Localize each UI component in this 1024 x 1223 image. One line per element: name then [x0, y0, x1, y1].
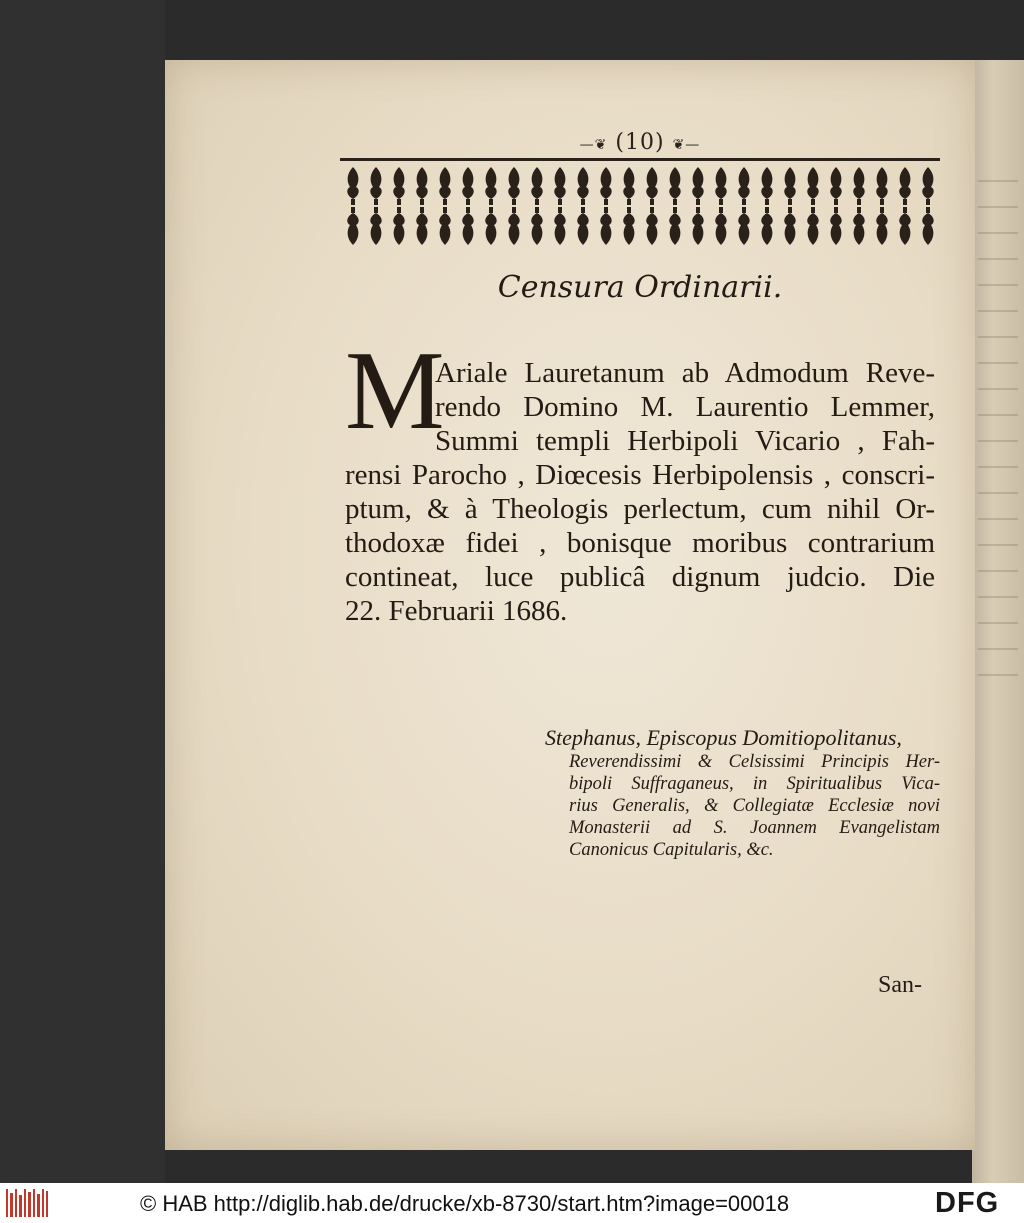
fleuron-icon [508, 167, 519, 205]
fleuron-icon [738, 207, 749, 245]
drop-cap: M [345, 329, 445, 453]
fleuron-icon [623, 167, 634, 205]
fleuron-icon [807, 207, 818, 245]
fleuron-icon [715, 167, 726, 205]
signature-line: Canonicus Capitularis, &c. [569, 840, 774, 860]
fleuron-icon [485, 167, 496, 205]
fleuron-icon [439, 207, 450, 245]
signature-block [545, 725, 940, 861]
fleuron-icon [853, 167, 864, 205]
fleuron-icon [807, 167, 818, 205]
fleuron-icon [462, 167, 473, 205]
fleuron-icon [531, 167, 542, 205]
fleuron-icon [876, 207, 887, 245]
fleuron-icon [761, 207, 772, 245]
fleuron-icon [853, 207, 864, 245]
fleuron-icon [577, 167, 588, 205]
fleuron-icon [876, 167, 887, 205]
fleuron-icon [899, 167, 910, 205]
body-line: Summi templi Herbipoli Vicario , Fah- [435, 425, 935, 457]
fleuron-icon [646, 167, 657, 205]
dfg-logo: DFG [935, 1187, 1000, 1219]
ornament-right-icon: ❦— [672, 137, 701, 153]
body-line: rendo Domino M. Laurentio Lemmer, [435, 391, 935, 423]
fleuron-border-icon [340, 161, 940, 251]
fleuron-icon [738, 167, 749, 205]
fleuron-icon [508, 207, 519, 245]
signature-line: Monasterii ad S. Joannem Evangelistam [569, 818, 940, 838]
fleuron-icon [784, 207, 795, 245]
page-number-text: (10) [615, 130, 665, 155]
fleuron-icon [347, 207, 358, 245]
fleuron-icon [692, 167, 703, 205]
fleuron-icon [416, 207, 427, 245]
signature-line: bipoli Suffraganeus, in Spiritualibus Vica- [569, 774, 940, 794]
fleuron-icon [416, 167, 427, 205]
fleuron-icon [922, 207, 933, 245]
fleuron-icon [669, 207, 680, 245]
signature-line: Reverendissimi & Celsissimi Principis Her- [569, 752, 940, 772]
fleuron-icon [830, 207, 841, 245]
fleuron-icon [577, 207, 588, 245]
ornament-left-icon: —❦ [579, 137, 608, 153]
fleuron-icon [646, 207, 657, 245]
header-ornament-band [340, 158, 940, 253]
next-page-edge [972, 60, 1024, 1183]
body-line: thodoxæ fidei , bonisque moribus contrarium [345, 527, 935, 559]
fleuron-icon [899, 207, 910, 245]
fleuron-icon [462, 207, 473, 245]
signature-line: rius Generalis, & Collegiatæ Ecclesiæ novi [569, 796, 940, 816]
book-page [165, 60, 975, 1150]
fleuron-icon [922, 167, 933, 205]
fleuron-icon [531, 207, 542, 245]
next-page-bleed [978, 180, 1018, 700]
fleuron-icon [784, 167, 795, 205]
fleuron-icon [347, 167, 358, 205]
fleuron-icon [761, 167, 772, 205]
fleuron-icon [715, 207, 726, 245]
fleuron-icon [623, 207, 634, 245]
body-line: rensi Parocho , Diœcesis Herbipolensis , conscri- [345, 459, 935, 491]
fleuron-icon [393, 167, 404, 205]
fleuron-icon [554, 207, 565, 245]
fleuron-icon [370, 207, 381, 245]
signatory-name: Stephanus, Episcopus Domitiopolitanus, [545, 725, 902, 750]
copyright-link[interactable]: © HAB http://diglib.hab.de/drucke/xb-8730/start.htm?image=00018 [140, 1191, 790, 1216]
fleuron-icon [600, 167, 611, 205]
fleuron-icon [554, 167, 565, 205]
body-line: 22. Februarii 1686. [345, 595, 568, 627]
section-title: Censura Ordinarii. [497, 270, 783, 305]
catchword: San- [878, 972, 922, 998]
body-line: ptum, & à Theologis perlectum, cum nihil Or- [345, 493, 935, 525]
fleuron-icon [600, 207, 611, 245]
fleuron-icon [830, 167, 841, 205]
fleuron-icon [669, 167, 680, 205]
page-number [560, 130, 720, 155]
footer-bar [0, 1183, 1024, 1223]
body-line: Ariale Lauretanum ab Admodum Reve- [435, 357, 935, 389]
scan-background-left [0, 0, 165, 1183]
fleuron-icon [393, 207, 404, 245]
body-line: contineat, luce publicâ dignum judcio. Die [345, 561, 935, 593]
barcode-logo-icon [6, 1189, 48, 1217]
fleuron-icon [692, 207, 703, 245]
fleuron-icon [439, 167, 450, 205]
fleuron-icon [370, 167, 381, 205]
fleuron-icon [485, 207, 496, 245]
